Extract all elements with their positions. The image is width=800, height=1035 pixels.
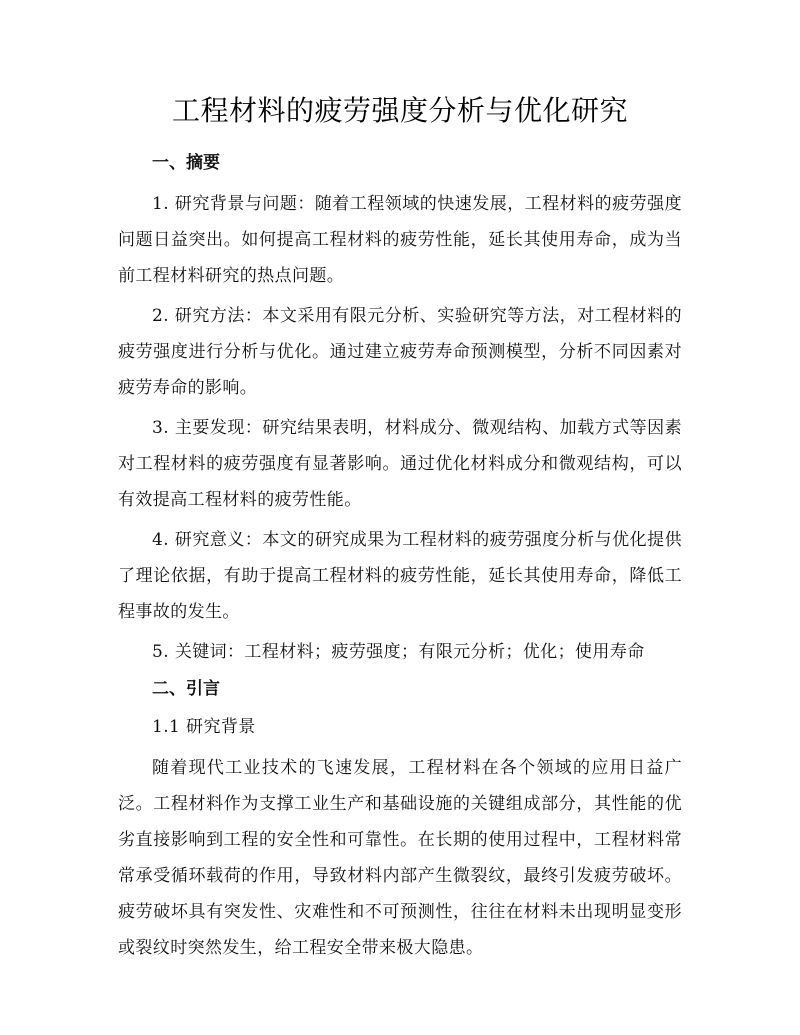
document-page	[118, 88, 682, 970]
section-heading-abstract: 一、摘要	[152, 153, 220, 173]
abstract-item-significance: 4. 研究意义：本文的研究成果为工程材料的疲劳强度分析与优化提供了理论依据，有助于提高工程材料的疲劳性能，延长其使用寿命，降低工程事故的发生。	[118, 530, 682, 622]
intro-paragraph: 随着现代工业技术的飞速发展，工程材料在各个领域的应用日益广泛。工程材料作为支撑工业生产和基础设施的关键组成部分，其性能的优劣直接影响到工程的安全性和可靠性。在长期的使用过程中，工程材料常常承受循环载荷的作用，导致材料内部产生微裂纹，最终引发疲劳破坏。疲劳破坏具有突发性、灾难性和不可预测性，往往在材料未出现明显变形或裂纹时突然发生，给工程安全带来极大隐患。	[118, 758, 682, 958]
section-heading-intro: 二、引言	[152, 679, 220, 699]
abstract-item-findings: 3. 主要发现：研究结果表明，材料成分、微观结构、加载方式等因素对工程材料的疲劳强度有显著影响。通过优化材料成分和微观结构，可以有效提高工程材料的疲劳性能。	[118, 418, 682, 510]
abstract-item-background: 1. 研究背景与问题：随着工程领域的快速发展，工程材料的疲劳强度问题日益突出。如何提高工程材料的疲劳性能，延长其使用寿命，成为当前工程材料研究的热点问题。	[118, 194, 682, 286]
subsection-heading-background: 1.1 研究背景	[152, 717, 256, 737]
document-title: 工程材料的疲劳强度分析与优化研究	[171, 94, 628, 127]
abstract-item-keywords: 5. 关键词：工程材料；疲劳强度；有限元分析；优化；使用寿命	[152, 642, 645, 662]
abstract-item-methods: 2. 研究方法：本文采用有限元分析、实验研究等方法，对工程材料的疲劳强度进行分析与优化。通过建立疲劳寿命预测模型，分析不同因素对疲劳寿命的影响。	[118, 306, 682, 398]
